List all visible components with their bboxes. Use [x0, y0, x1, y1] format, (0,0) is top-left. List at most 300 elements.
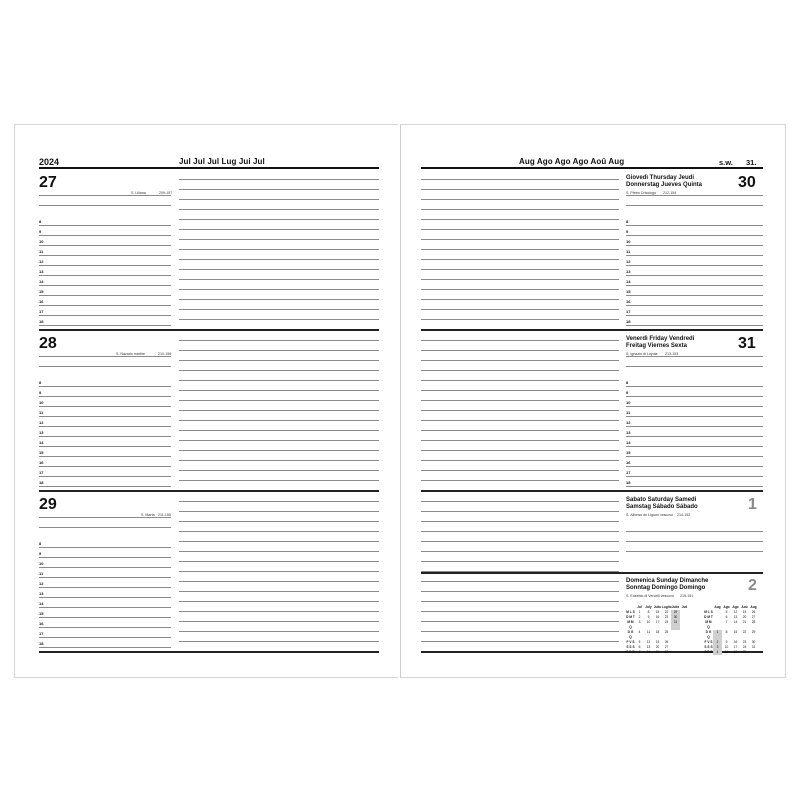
hour-label: 12	[626, 420, 631, 425]
mini-calendar-cell: M M Q	[705, 620, 712, 629]
mini-calendar-cell: 13	[646, 645, 651, 649]
day-separator	[421, 490, 763, 492]
mini-calendar-cell: 20	[655, 645, 660, 649]
ruled-line	[421, 531, 619, 532]
ruled-line	[421, 440, 619, 441]
mini-calendar-cell: 29	[671, 610, 680, 615]
ruled-line	[626, 366, 763, 367]
ruled-line	[39, 577, 171, 578]
ruled-line	[179, 430, 379, 431]
mini-calendar-cell: 18	[655, 630, 660, 634]
ruled-line	[179, 571, 379, 572]
header-rule	[39, 167, 379, 169]
ruled-line	[39, 617, 171, 618]
ruled-line	[179, 480, 379, 481]
ruled-line	[39, 356, 171, 357]
hour-label: 15	[39, 611, 44, 616]
hour-label: 13	[626, 269, 631, 274]
ruled-line	[39, 476, 171, 477]
ruled-line	[179, 219, 379, 220]
ruled-line	[39, 456, 171, 457]
hour-label: 14	[39, 440, 44, 445]
ruled-line	[179, 440, 379, 441]
hour-label: 11	[39, 571, 44, 576]
mini-calendar-cell: 6	[725, 615, 728, 619]
ruled-line	[421, 189, 619, 190]
ruled-line	[421, 269, 619, 270]
ruled-line	[421, 380, 619, 381]
hour-label: 13	[39, 591, 44, 596]
mini-calendar-cell	[671, 650, 680, 655]
ruled-line	[39, 486, 171, 487]
hour-label: 16	[39, 460, 44, 465]
ruled-line	[179, 460, 379, 461]
hour-label: 9	[39, 551, 42, 556]
hour-label: 14	[626, 440, 631, 445]
ruled-line	[39, 607, 171, 608]
hour-label: 12	[39, 420, 44, 425]
hour-label: 17	[39, 309, 44, 314]
mini-calendar-cell: 2	[638, 615, 641, 619]
ruled-line	[421, 470, 619, 471]
ruled-line	[179, 370, 379, 371]
mini-calendar-cell: 10	[646, 620, 651, 624]
ruled-line	[39, 436, 171, 437]
day-number: 29	[39, 496, 57, 513]
ruled-line	[626, 436, 763, 437]
mini-calendar-cell: 14	[733, 620, 738, 624]
day-names-line2: Freitag Viernes Sexta	[626, 343, 687, 349]
ruled-line	[39, 446, 171, 447]
mini-calendar-cell: M L S	[626, 610, 635, 614]
ruled-line	[39, 386, 171, 387]
mini-calendar-cell: 18	[733, 650, 738, 654]
mini-calendar-cell: 3	[638, 620, 641, 624]
hour-label: 18	[39, 641, 44, 646]
mini-calendar-cell: F V S	[704, 640, 713, 644]
mini-calendar-cell: 16	[655, 615, 660, 619]
ruled-line	[626, 325, 763, 326]
hour-label: 10	[626, 239, 631, 244]
mini-calendar-cell: 30	[671, 615, 680, 620]
mini-calendar-header: Jul	[637, 605, 642, 609]
ruled-line	[421, 480, 619, 481]
ruled-line	[179, 179, 379, 180]
hour-label: 9	[626, 229, 629, 234]
ruled-line	[179, 470, 379, 471]
mini-calendar-cell: 27	[751, 615, 756, 619]
day-separator	[39, 490, 379, 492]
mini-calendar-cell: 23	[664, 615, 669, 619]
ruled-line	[39, 547, 171, 548]
mini-calendar-cell: 19	[742, 610, 747, 614]
ruled-line	[421, 259, 619, 260]
ruled-line	[179, 541, 379, 542]
day-of-year: 212-154	[663, 191, 677, 195]
saint-name: S. Marta	[141, 513, 155, 517]
mini-calendar-cell: D M T	[704, 615, 713, 619]
mini-calendar-cell: 25	[664, 630, 669, 634]
saint-name: S. Eusebio di Vercelli vescovo	[626, 594, 674, 598]
hour-label: 8	[39, 380, 42, 385]
ruled-line	[179, 601, 379, 602]
ruled-line	[39, 255, 171, 256]
ruled-line	[179, 390, 379, 391]
ruled-line	[421, 319, 619, 320]
mini-calendar-cell: 2	[713, 640, 722, 645]
hour-label: 18	[626, 319, 631, 324]
hour-label: 15	[626, 450, 631, 455]
ruled-line	[626, 406, 763, 407]
hour-label: 16	[39, 621, 44, 626]
mini-calendar-cell: 26	[664, 640, 669, 644]
mini-calendar-cell: M L S	[704, 610, 713, 614]
mini-calendar-cell: 19	[655, 640, 660, 644]
ruled-line	[39, 527, 171, 528]
ruled-line	[179, 581, 379, 582]
hour-label: 17	[39, 470, 44, 475]
hour-label: 10	[39, 400, 44, 405]
ruled-line	[179, 350, 379, 351]
mini-calendar-cell: 26	[751, 610, 756, 614]
ruled-line	[39, 285, 171, 286]
ruled-line	[626, 356, 763, 357]
mini-calendar-cell: 9	[647, 615, 650, 619]
ruled-line	[179, 239, 379, 240]
hour-label: 11	[626, 249, 631, 254]
day-separator	[39, 329, 379, 331]
ruled-line	[421, 239, 619, 240]
ruled-line	[626, 295, 763, 296]
diary-right-page	[400, 124, 786, 678]
mini-calendar-header: Julio	[671, 605, 680, 609]
saint-name: S. Alfonso de Liguori vescovo	[626, 513, 674, 517]
ruled-line	[626, 205, 763, 206]
mini-calendar-cell	[749, 650, 758, 655]
ruled-line	[421, 370, 619, 371]
ruled-line	[421, 219, 619, 220]
ruled-line	[179, 420, 379, 421]
ruled-line	[421, 551, 619, 552]
ruled-line	[179, 631, 379, 632]
ruled-line	[179, 641, 379, 642]
hour-label: 13	[39, 430, 44, 435]
ruled-line	[421, 209, 619, 210]
day-names-line1: Sabato Saturday Samedi	[626, 497, 697, 503]
header-rule	[421, 167, 763, 169]
mini-calendar-cell: 24	[664, 620, 669, 624]
ruled-line	[421, 340, 619, 341]
hour-label: 8	[626, 380, 629, 385]
ruled-line	[626, 225, 763, 226]
day-number: 31	[738, 335, 756, 352]
ruled-line	[626, 426, 763, 427]
hour-label: 17	[39, 631, 44, 636]
ruled-line	[626, 305, 763, 306]
ruled-line	[39, 305, 171, 306]
mini-calendar-header: Juil	[681, 605, 688, 609]
hour-label: 17	[626, 470, 631, 475]
ruled-line	[39, 557, 171, 558]
mini-calendar-header: Ago	[732, 605, 739, 609]
mini-calendar-cell: 1	[713, 630, 722, 640]
mini-calendar-cell: S D D	[626, 650, 635, 654]
ruled-line	[421, 400, 619, 401]
ruled-line	[39, 416, 171, 417]
ruled-line	[179, 199, 379, 200]
ruled-line	[421, 360, 619, 361]
mini-calendar-cell: 15	[733, 630, 738, 634]
mini-calendar-cell: 7	[725, 620, 728, 624]
ruled-line	[179, 269, 379, 270]
ruled-line	[421, 541, 619, 542]
mini-calendar	[704, 605, 758, 655]
ruled-line	[421, 631, 619, 632]
day-names-line1: Giovedì Thursday Jeudi	[626, 175, 695, 181]
day-separator	[421, 572, 763, 574]
ruled-line	[39, 627, 171, 628]
day-of-year: 214-152	[677, 513, 691, 517]
day-names-line2: Samstag Sábado Sábado	[626, 504, 698, 510]
hour-label: 14	[39, 279, 44, 284]
hour-label: 16	[626, 460, 631, 465]
mini-calendar-cell: 11	[646, 630, 651, 634]
ruled-line	[179, 561, 379, 562]
ruled-line	[179, 551, 379, 552]
ruled-line	[179, 299, 379, 300]
mini-calendar-cell	[713, 620, 722, 630]
mini-calendar-cell: 5	[725, 610, 728, 614]
ruled-line	[179, 531, 379, 532]
day-number: 2	[748, 577, 757, 594]
ruled-line	[39, 647, 171, 648]
day-of-year: 210-156	[158, 352, 172, 356]
ruled-line	[39, 195, 171, 196]
mini-calendar-cell: 7	[638, 650, 641, 654]
ruled-line	[421, 249, 619, 250]
ruled-line	[179, 521, 379, 522]
ruled-line	[179, 209, 379, 210]
hour-label: 8	[39, 541, 42, 546]
mini-calendar-cell: F V S	[626, 640, 635, 644]
ruled-line	[421, 621, 619, 622]
day-number: 28	[39, 335, 57, 352]
ruled-line	[421, 179, 619, 180]
mini-calendar-cell: 3	[713, 645, 722, 650]
hour-label: 11	[39, 410, 44, 415]
mini-calendar-cell: 12	[646, 640, 651, 644]
diary-left-page	[14, 124, 398, 678]
mini-calendar-header: Aug	[750, 605, 757, 609]
ruled-line	[421, 350, 619, 351]
ruled-line	[626, 275, 763, 276]
ruled-line	[179, 621, 379, 622]
ruled-line	[421, 199, 619, 200]
ruled-line	[179, 319, 379, 320]
ruled-line	[421, 611, 619, 612]
mini-calendar-cell: 30	[751, 640, 756, 644]
hour-label: 9	[626, 390, 629, 395]
mini-calendar-cell: 15	[655, 610, 660, 614]
mini-calendar-cell	[671, 630, 680, 640]
month-names-header: Jul Jul Jul Lug Jui Jul	[179, 157, 265, 166]
mini-calendar-cell: 17	[733, 645, 738, 649]
mini-calendar-cell: 25	[742, 650, 747, 654]
mini-calendar-cell: 16	[733, 640, 738, 644]
ruled-line	[421, 289, 619, 290]
hour-label: 14	[39, 601, 44, 606]
hour-label: 12	[39, 581, 44, 586]
ruled-line	[626, 476, 763, 477]
ruled-line	[626, 235, 763, 236]
ruled-line	[626, 541, 763, 542]
ruled-line	[421, 521, 619, 522]
ruled-line	[626, 255, 763, 256]
day-number: 1	[748, 496, 757, 513]
ruled-line	[179, 309, 379, 310]
saint-name: S. Pietro Crisologo	[626, 191, 656, 195]
mini-calendar-cell: 28	[664, 650, 669, 654]
saint-name: S. Liliana	[131, 191, 146, 195]
ruled-line	[421, 450, 619, 451]
ruled-line	[39, 295, 171, 296]
mini-calendar	[626, 605, 689, 655]
ruled-line	[626, 416, 763, 417]
ruled-line	[626, 446, 763, 447]
ruled-line	[39, 315, 171, 316]
mini-calendar-cell: 31	[671, 620, 680, 630]
mini-calendar-cell: D G Q	[627, 630, 634, 639]
ruled-line	[39, 225, 171, 226]
mini-calendar-cell: 24	[742, 645, 747, 649]
mini-calendar-cell: 11	[724, 650, 729, 654]
ruled-line	[421, 581, 619, 582]
mini-calendar-cell: 17	[655, 620, 660, 624]
ruled-line	[421, 420, 619, 421]
day-names-line1: Domenica Sunday Dimanche	[626, 578, 709, 584]
hour-label: 12	[39, 259, 44, 264]
mini-calendar-cell: 9	[725, 640, 728, 644]
ruled-line	[179, 611, 379, 612]
ruled-line	[421, 390, 619, 391]
ruled-line	[179, 249, 379, 250]
hour-label: 14	[626, 279, 631, 284]
hour-label: 15	[39, 289, 44, 294]
ruled-line	[179, 591, 379, 592]
hour-label: 11	[626, 410, 631, 415]
day-of-year: 213-153	[665, 352, 679, 356]
ruled-line	[179, 360, 379, 361]
ruled-line	[421, 591, 619, 592]
hour-label: 13	[39, 269, 44, 274]
ruled-line	[39, 637, 171, 638]
mini-calendar-cell: M M Q	[627, 620, 634, 629]
ruled-line	[626, 486, 763, 487]
ruled-line	[179, 279, 379, 280]
mini-calendar-cell: 22	[742, 630, 747, 634]
ruled-line	[421, 511, 619, 512]
hour-label: 9	[39, 390, 42, 395]
hour-label: 9	[39, 229, 42, 234]
ruled-line	[39, 597, 171, 598]
ruled-line	[421, 229, 619, 230]
ruled-line	[39, 235, 171, 236]
mini-calendar-cell: 1	[638, 610, 641, 614]
ruled-line	[39, 366, 171, 367]
ruled-line	[626, 466, 763, 467]
day-separator	[39, 651, 379, 653]
month-names-header: Aug Ago Ago Ago Aoû Aug	[519, 157, 625, 166]
mini-calendar-header: Aug	[714, 605, 721, 609]
mini-calendar-cell: 4	[713, 650, 722, 655]
mini-calendar-cell: 23	[742, 640, 747, 644]
hour-label: 17	[626, 309, 631, 314]
ruled-line	[179, 400, 379, 401]
hour-label: 11	[39, 249, 44, 254]
day-number: 30	[738, 174, 756, 191]
mini-calendar-header: Aoû	[741, 605, 748, 609]
ruled-line	[626, 396, 763, 397]
mini-calendar-cell: 10	[724, 645, 729, 649]
ruled-line	[179, 189, 379, 190]
mini-calendar-cell: 21	[742, 620, 747, 624]
hour-label: 15	[39, 450, 44, 455]
ruled-line	[421, 299, 619, 300]
ruled-line	[626, 195, 763, 196]
mini-calendar-cell: 29	[751, 630, 756, 634]
ruled-line	[179, 380, 379, 381]
mini-calendar-cell: D M T	[626, 615, 635, 619]
ruled-line	[39, 205, 171, 206]
ruled-line	[39, 406, 171, 407]
mini-calendar-header: Juliu	[653, 605, 662, 609]
mini-calendar-cell: 8	[725, 630, 728, 634]
hour-label: 10	[626, 400, 631, 405]
mini-calendar-cell: 20	[742, 615, 747, 619]
mini-calendar-header: Ago	[723, 605, 730, 609]
day-of-year: 209-157	[159, 191, 173, 195]
mini-calendar-cell: S D D	[704, 650, 713, 654]
ruled-line	[421, 309, 619, 310]
ruled-line	[39, 517, 171, 518]
week-number: 31.	[746, 158, 757, 167]
ruled-line	[421, 460, 619, 461]
hour-label: 8	[39, 219, 42, 224]
ruled-line	[179, 259, 379, 260]
day-names-line2: Sonntag Domingo Domingo	[626, 585, 706, 591]
ruled-line	[626, 285, 763, 286]
hour-label: 15	[626, 289, 631, 294]
ruled-line	[421, 279, 619, 280]
ruled-line	[39, 426, 171, 427]
mini-calendar-cell: 6	[638, 645, 641, 649]
ruled-line	[39, 275, 171, 276]
mini-calendar-cell: 14	[646, 650, 651, 654]
hour-label: 18	[626, 480, 631, 485]
ruled-line	[626, 456, 763, 457]
day-of-year: 211-155	[158, 513, 171, 517]
mini-calendar-cell: 12	[733, 610, 738, 614]
ruled-line	[39, 265, 171, 266]
mini-calendar-cell: S S S	[626, 645, 635, 649]
mini-calendar-header: Luglio	[662, 605, 672, 609]
year-label: 2024	[39, 157, 60, 167]
ruled-line	[421, 641, 619, 642]
hour-label: 16	[626, 299, 631, 304]
hour-label: 18	[39, 319, 44, 324]
ruled-line	[626, 386, 763, 387]
day-number: 27	[39, 174, 57, 191]
